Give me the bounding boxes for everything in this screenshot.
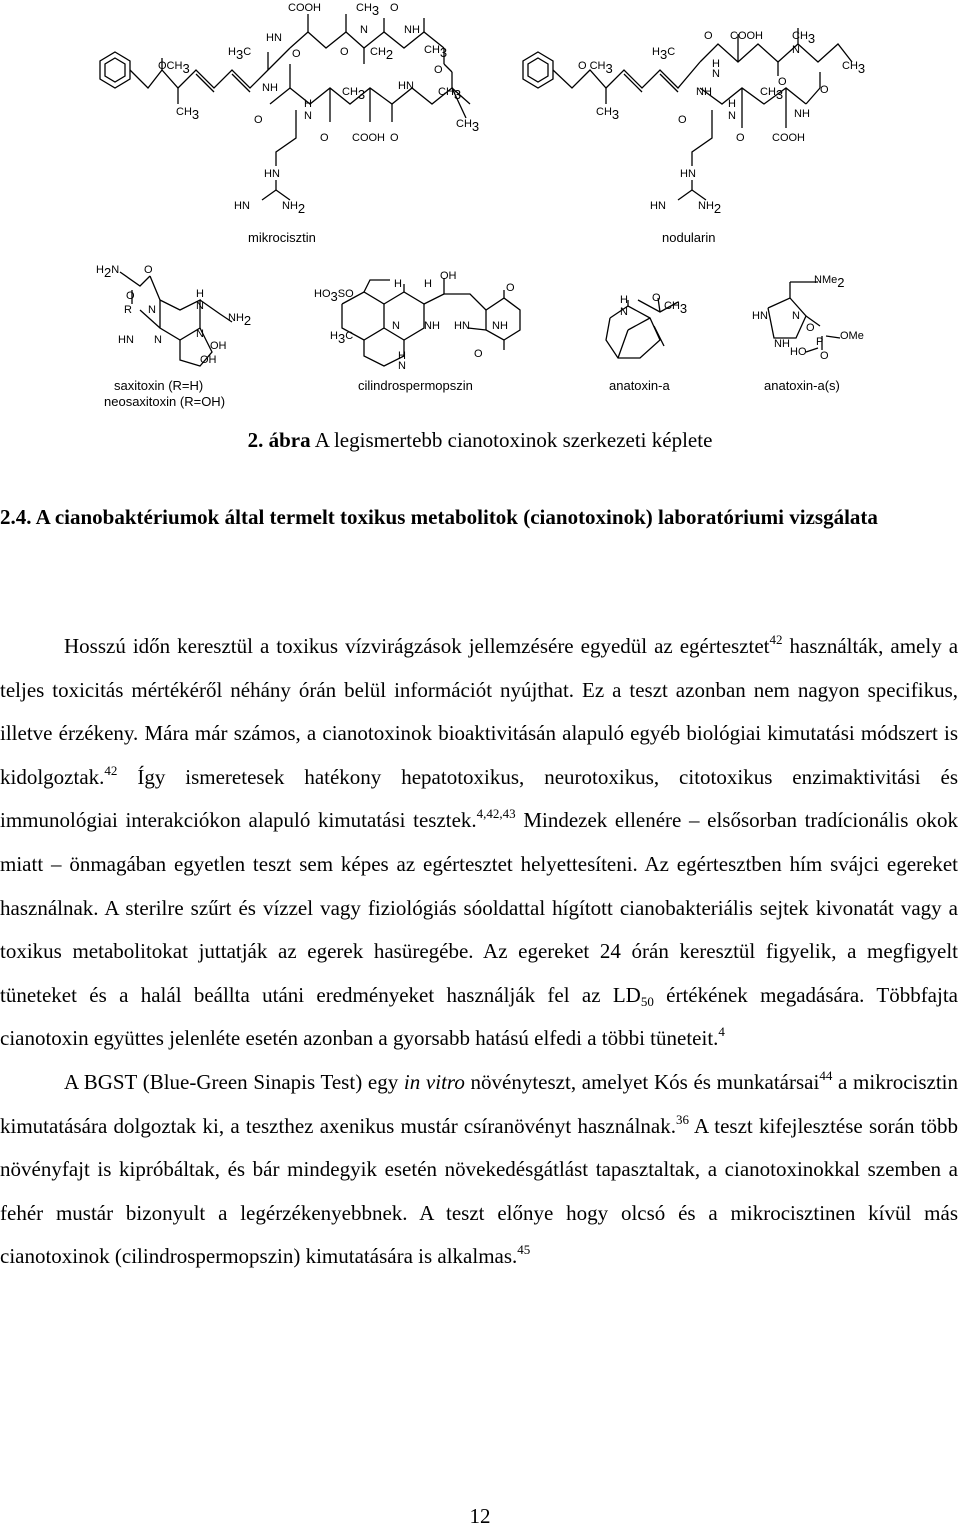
atom-label: H <box>398 350 406 362</box>
citation: 36 <box>675 1111 689 1127</box>
label-neosaxitoxin: neosaxitoxin (R=OH) <box>104 394 226 409</box>
atom-label: O <box>652 292 661 304</box>
atom-label: NH <box>404 24 420 36</box>
atom-label: NMe$_2$ <box>814 274 845 290</box>
atom-label: H <box>424 278 432 290</box>
atom-label: $OCH_3$ <box>158 60 190 76</box>
atom-label: COOH <box>352 132 385 144</box>
p2-sentence-1: A BGST (Blue-Green Sinapis Test) egy <box>64 1069 399 1094</box>
atom-label: O <box>254 114 263 126</box>
atom-label: O <box>736 132 745 144</box>
atom-label: N <box>154 334 162 346</box>
atom-label: O $CH_3$ <box>578 60 613 76</box>
atom-label: O <box>144 264 153 276</box>
p2-sentence-3: a mikrocisztin kimutatására dolgoztak ki, a teszthez axenikus mustár csíranövényt használnak. <box>0 1069 959 1138</box>
section-number: 2.4. <box>0 505 32 529</box>
p2-sentence-4: A teszt kifejlesztése során több növényfajt is kipróbáltak, és bár mindegyik esetén növekedésgátlást tapasztaltak, a cianotoxinokkal szemben a fehér mustár bizonyult a legérzékenyebbnek. A teszt előnye hogy olcsó és a mikrocisztinen kívül más cianotoxinok (cilindrospermopszin) kimutatására is alkalmas. <box>0 1113 958 1269</box>
atom-label: $NH_2$ <box>698 200 722 216</box>
atom-label: N <box>360 24 368 36</box>
p1-sentence-3: Így ismeretesek hatékony hepatotoxikus, neurotoxikus, citotoxikus enzimaktivitási és immunológiai interakciókon alapuló kimutatási tesztek. <box>0 764 959 833</box>
section-heading <box>0 496 958 539</box>
atom-label: NH <box>794 108 810 120</box>
atom-label: H <box>394 278 402 290</box>
atom-label: N <box>728 110 736 122</box>
p1-sentence-4: Mindezek ellenére – elsősorban tradícionális okok miatt – önmagában egyetlen teszt sem képes az egértesztet helyettesíteni. Az egértesztben hím svájci egereket használnak. A sterilre szűrt és vízzel vagy fiziológiás sóoldattal hígított cianobakteriális sejtek kivonatát vagy a toxikus metabolitokat juttatják az egerek hasüregébe. Az egereket 24 órán keresztül figyelik, a megfigyelt tüneteket és a halál beállta utáni eredményeket használják fel az LD <box>0 808 959 1007</box>
atom-label: $CH_3$ <box>842 60 866 76</box>
label-mikrocisztin: mikrocisztin <box>248 230 316 245</box>
caption-number: 2. ábra <box>247 428 311 452</box>
atom-label: $H_2N$ <box>96 264 120 280</box>
citation: 4,42,43 <box>476 806 516 822</box>
atom-label: NH <box>696 86 712 98</box>
atom-label: O <box>778 76 787 88</box>
atom-label: $CH_3$ <box>596 106 620 122</box>
atom-label: O <box>126 290 135 302</box>
atom-label: $NH_2$ <box>282 200 306 216</box>
citation: 44 <box>819 1067 833 1083</box>
atom-label: O <box>292 48 301 60</box>
atom-label: HN <box>650 200 666 212</box>
atom-label: $H_3C$ <box>330 330 354 346</box>
atom-label: HN <box>266 32 282 44</box>
p1-sentence-2: használták, amely a teljes toxicitás mértékéről néhány órán belül információt nyújthat. Ez a teszt azonban nem nagyon specifikus, illetve érzékeny. Mára már számos, a cianotoxinok bioaktivitásán alapuló egyéb biológiai kimutatási módszert is kidolgoztak. <box>0 634 959 789</box>
ld-subscript: 50 <box>640 993 654 1009</box>
figure-caption <box>0 428 960 453</box>
atom-label: H <box>712 58 720 70</box>
atom-label: NH <box>424 320 440 332</box>
atom-label: O <box>704 30 713 42</box>
atom-label: OMe <box>840 330 864 342</box>
atom-label: HN <box>398 80 414 92</box>
paragraph-1 <box>0 625 958 1061</box>
atom-label: HO <box>790 346 807 358</box>
atom-label: $CH_3$ <box>438 86 462 102</box>
atom-label: O <box>806 322 815 334</box>
citation: 42 <box>769 632 783 647</box>
atom-label: $CH_3$ <box>664 300 688 316</box>
body-text <box>0 625 958 1279</box>
page-number: 12 <box>469 1504 491 1528</box>
mikrocisztin-structure <box>100 14 470 200</box>
atom-label: $CH_3$ <box>760 86 784 102</box>
atom-label: $NH_2$ <box>228 312 252 328</box>
atom-label: O <box>506 282 515 294</box>
atom-label: O <box>320 132 329 144</box>
citation: 42 <box>104 762 118 778</box>
atom-label: N <box>304 110 312 122</box>
atom-label: O <box>820 350 829 362</box>
atom-label: H <box>620 294 628 306</box>
atom-label: N <box>792 310 800 322</box>
label-cilindrospermopszin: cilindrospermopszin <box>358 378 473 393</box>
atom-label: OH <box>440 270 457 282</box>
atom-label: H <box>196 288 204 300</box>
atom-label: O <box>390 2 399 14</box>
atom-label: O <box>678 114 687 126</box>
atom-label: HN <box>454 320 470 332</box>
atom-label: O <box>474 348 483 360</box>
atom-label: HN <box>118 334 134 346</box>
atom-label: OH <box>200 354 217 366</box>
section-title: A cianobaktériumok által termelt toxikus metabolitok (cianotoxinok) laboratóriumi vizsgálata <box>35 505 878 529</box>
atom-label: N <box>792 44 800 56</box>
atom-label: O <box>820 84 829 96</box>
label-nodularin: nodularin <box>662 230 716 245</box>
atom-label: $CH_3$ <box>176 106 200 122</box>
citation: 4 <box>718 1024 725 1040</box>
atom-label: HN <box>680 168 696 180</box>
atom-label: COOH <box>730 30 763 42</box>
atom-label: HN <box>234 200 250 212</box>
atom-label: H <box>728 98 736 110</box>
atom-label: $CH_3$ <box>456 118 480 134</box>
atom-label: $H_3C$ <box>652 46 676 62</box>
atom-label: N <box>620 306 628 318</box>
label-anatoxin-a: anatoxin-a <box>609 378 670 393</box>
label-saxitoxin: saxitoxin (R=H) <box>114 378 204 393</box>
atom-label: P <box>816 336 824 348</box>
atom-label: $H_3C$ <box>228 46 252 62</box>
caption-text: A legismertebb cianotoxinok szerkezeti képlete <box>314 428 713 452</box>
atom-label: COOH <box>772 132 805 144</box>
atom-label: N <box>148 304 156 316</box>
atom-label: $CH_3$ <box>424 44 448 60</box>
atom-label: R <box>124 304 132 316</box>
p2-italic: in vitro <box>403 1069 465 1094</box>
atom-label: HN <box>752 310 768 322</box>
label-anatoxin-as: anatoxin-a(s) <box>764 378 840 393</box>
paragraph-2 <box>0 1061 958 1279</box>
atom-label: NH <box>262 82 278 94</box>
atom-label: N <box>712 68 720 80</box>
atom-label: N <box>196 300 204 312</box>
atom-label: $CH_3$ <box>342 86 366 102</box>
p2-sentence-2: növényteszt, amelyet Kós és munkatársai <box>470 1069 820 1094</box>
atom-label: O <box>340 46 349 58</box>
atom-label: O <box>434 64 443 76</box>
atom-label: H <box>304 98 312 110</box>
atom-label: N <box>398 360 406 372</box>
atom-label: NH <box>774 338 790 350</box>
atom-label: HN <box>264 168 280 180</box>
atom-label: N <box>196 328 204 340</box>
atom-label: $CH_3$ <box>792 30 816 46</box>
p1-sentence-5: értékének megadására. Többfajta cianotoxin együttes jelenléte esetén azonban a gyorsabb hatású elfedi a többi tüneteit. <box>0 982 958 1051</box>
p1-sentence-1: Hosszú időn keresztül a toxikus vízvirágzások jellemzésére egyedül az egértesztet <box>64 634 770 658</box>
atom-label: $HO_3SO$ <box>314 288 354 304</box>
atom-label: COOH <box>288 2 321 14</box>
atom-label: O <box>390 132 399 144</box>
figure-chemical-structures <box>0 0 960 410</box>
atom-label: NH <box>492 320 508 332</box>
atom-label: N <box>392 320 400 332</box>
atom-label: $CH_3$ <box>356 2 380 18</box>
atom-label: $CH_2$ <box>370 46 394 62</box>
citation: 45 <box>517 1242 531 1258</box>
atom-label: OH <box>210 340 227 352</box>
